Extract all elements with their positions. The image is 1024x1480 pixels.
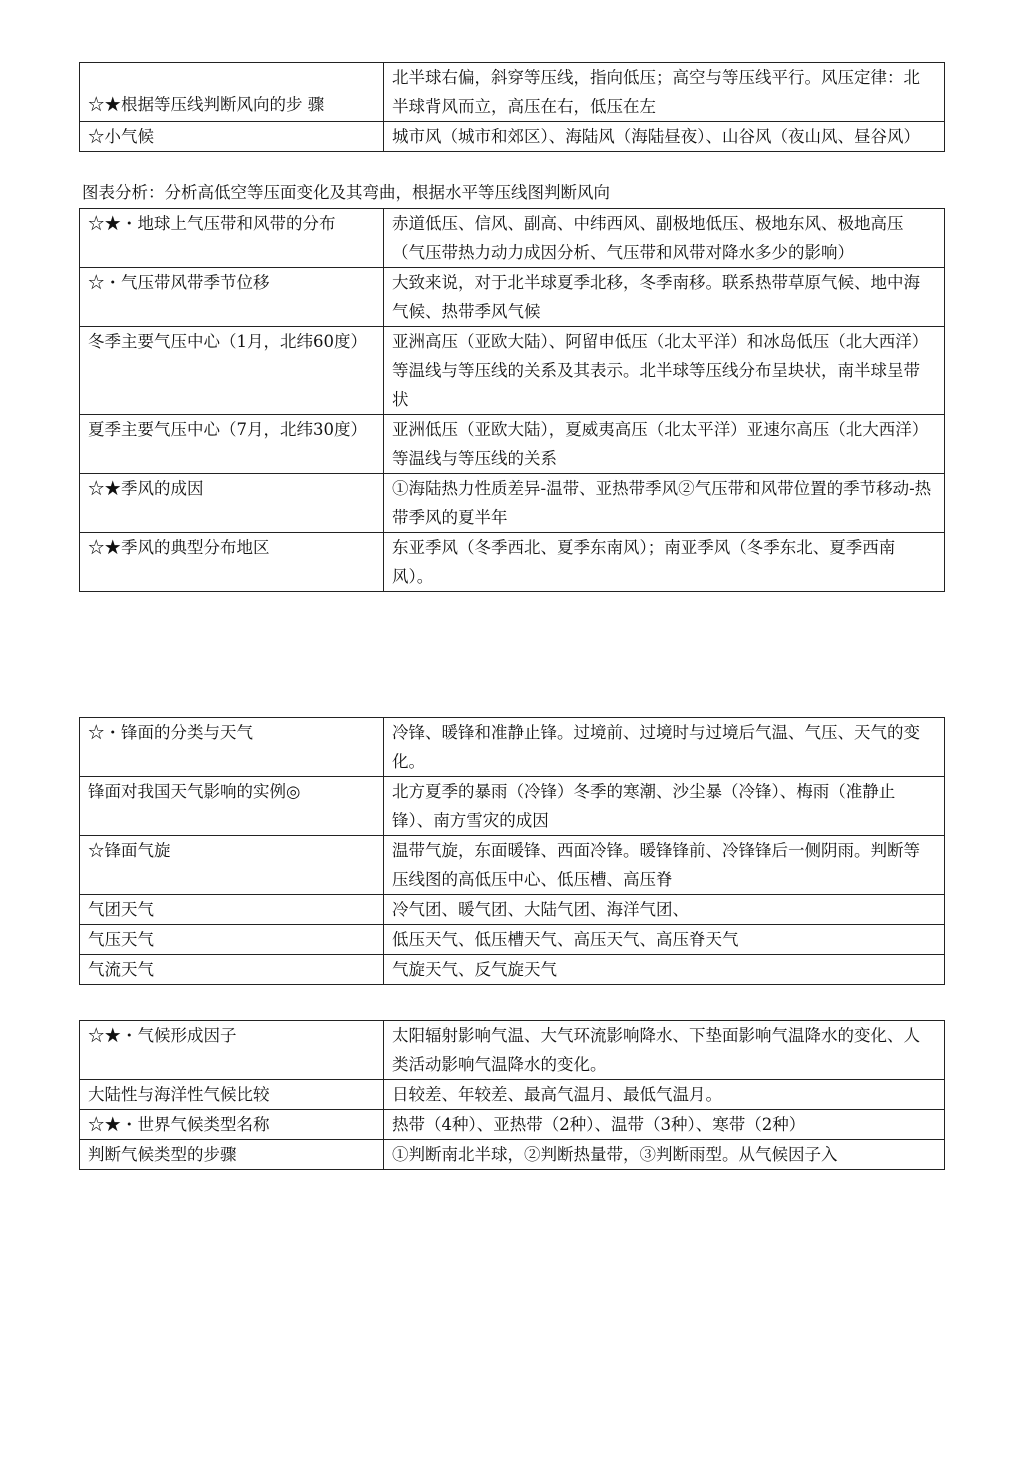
row-key: 大陆性与海洋性气候比较 [80, 1080, 384, 1110]
table-row [80, 895, 945, 925]
row-value: ①判断南北半球，②判断热量带，③判断雨型。从气候因子入 [384, 1140, 945, 1170]
row-value: 日较差、年较差、最高气温月、最低气温月。 [384, 1080, 945, 1110]
row-key: ☆・锋面的分类与天气 [80, 718, 384, 777]
climate-table [79, 1020, 945, 1170]
row-value: 大致来说，对于北半球夏季北移，冬季南移。联系热带草原气候、地中海气候、热带季风气候 [384, 268, 945, 327]
row-value: 赤道低压、信风、副高、中纬西风、副极地低压、极地东风、极地高压（气压带热力动力成因分析、气压带和风带对降水多少的影响） [384, 209, 945, 268]
row-value: 亚洲高压（亚欧大陆）、阿留申低压（北太平洋）和冰岛低压（北大西洋）等温线与等压线的关系及其表示。北半球等压线分布呈块状，南半球呈带状 [384, 327, 945, 415]
table-row [80, 474, 945, 533]
row-value: 气旋天气、反气旋天气 [384, 955, 945, 985]
row-value: 东亚季风（冬季西北、夏季东南风）；南亚季风（冬季东北、夏季西南风）。 [384, 533, 945, 592]
row-key: 判断气候类型的步骤 [80, 1140, 384, 1170]
row-key: ☆锋面气旋 [80, 836, 384, 895]
table-row [80, 209, 945, 268]
table-row [80, 533, 945, 592]
row-value: 城市风（城市和郊区）、海陆风（海陆昼夜）、山谷风（夜山风、昼谷风） [384, 122, 945, 152]
wind-direction-table [79, 62, 945, 152]
table-row [80, 122, 945, 152]
row-value: 北半球右偏，斜穿等压线，指向低压；高空与等压线平行。风压定律：北半球背风而立，高压在右，低压在左 [384, 63, 945, 122]
table-row [80, 925, 945, 955]
row-value: 低压天气、低压槽天气、高压天气、高压脊天气 [384, 925, 945, 955]
row-value: ①海陆热力性质差异-温带、亚热带季风②气压带和风带位置的季节移动-热带季风的夏半年 [384, 474, 945, 533]
row-key: ☆★・地球上气压带和风带的分布 [80, 209, 384, 268]
front-weather-table [79, 717, 945, 985]
table-row [80, 1021, 945, 1080]
row-value: 冷气团、暖气团、大陆气团、海洋气团、 [384, 895, 945, 925]
row-key: 夏季主要气压中心（7月，北纬30度） [80, 415, 384, 474]
row-value: 热带（4种）、亚热带（2种）、温带（3种）、寒带（2种） [384, 1110, 945, 1140]
row-key: ☆★根据等压线判断风向的步 骤 [80, 63, 384, 122]
row-value: 冷锋、暖锋和准静止锋。过境前、过境时与过境后气温、气压、天气的变化。 [384, 718, 945, 777]
row-key: 气流天气 [80, 955, 384, 985]
chart-analysis-caption: 图表分析：分析高低空等压面变化及其弯曲，根据水平等压线图判断风向 [82, 183, 610, 202]
row-key: 气压天气 [80, 925, 384, 955]
row-value: 太阳辐射影响气温、大气环流影响降水、下垫面影响气温降水的变化、人类活动影响气温降水的变化。 [384, 1021, 945, 1080]
table-row [80, 1140, 945, 1170]
row-key: ☆★季风的典型分布地区 [80, 533, 384, 592]
row-value: 温带气旋，东面暖锋、西面冷锋。暖锋锋前、冷锋锋后一侧阴雨。判断等压线图的高低压中心、低压槽、高压脊 [384, 836, 945, 895]
table-row [80, 63, 945, 122]
row-key: 冬季主要气压中心（1月，北纬60度） [80, 327, 384, 415]
table-row [80, 268, 945, 327]
row-key: ☆★・气候形成因子 [80, 1021, 384, 1080]
row-key: ☆小气候 [80, 122, 384, 152]
table-row [80, 718, 945, 777]
row-value: 亚洲低压（亚欧大陆），夏威夷高压（北太平洋）亚速尔高压（北大西洋）等温线与等压线的关系 [384, 415, 945, 474]
row-key: 锋面对我国天气影响的实例◎ [80, 777, 384, 836]
row-key: ☆★季风的成因 [80, 474, 384, 533]
table-row [80, 415, 945, 474]
table-row [80, 1110, 945, 1140]
pressure-belt-table [79, 208, 945, 592]
table-row [80, 327, 945, 415]
table-row [80, 955, 945, 985]
table-row [80, 777, 945, 836]
table-row [80, 1080, 945, 1110]
row-key: 气团天气 [80, 895, 384, 925]
row-key: ☆・气压带风带季节位移 [80, 268, 384, 327]
table-row [80, 836, 945, 895]
row-key: ☆★・世界气候类型名称 [80, 1110, 384, 1140]
row-value: 北方夏季的暴雨（冷锋）冬季的寒潮、沙尘暴（冷锋）、梅雨（准静止锋）、南方雪灾的成因 [384, 777, 945, 836]
